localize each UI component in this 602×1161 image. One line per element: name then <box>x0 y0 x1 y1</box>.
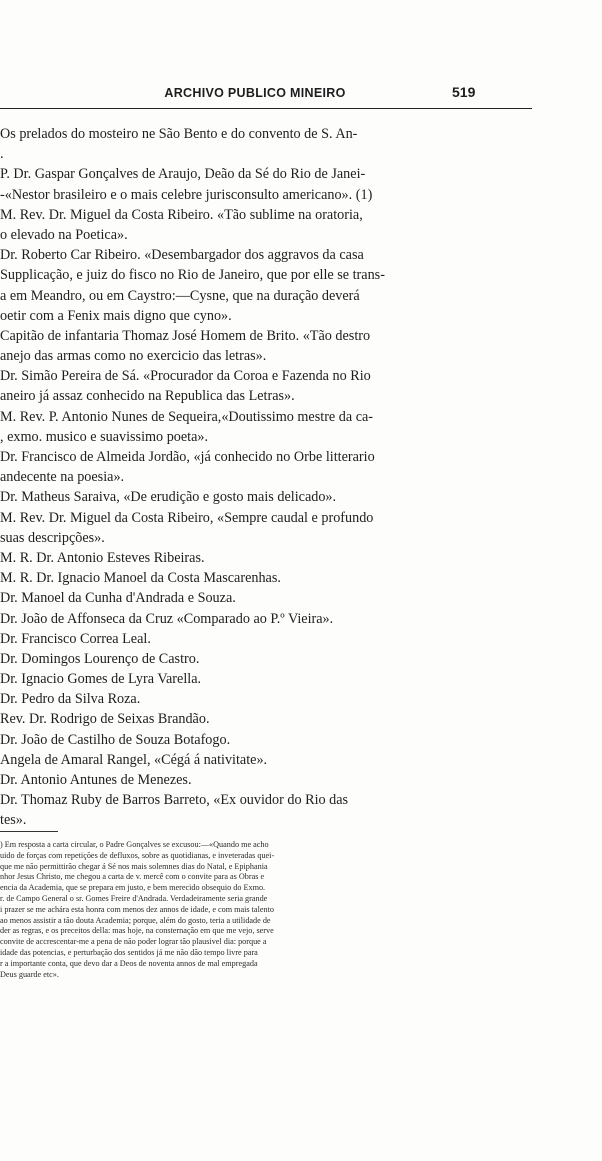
text-line: M. Rev. P. Antonio Nunes de Sequeira,«Doutissimo mestre da ca- <box>0 408 374 425</box>
text-line: M. R. Dr. Ignacio Manoel da Costa Mascarenhas. <box>0 570 281 587</box>
text-line: oetir com a Fenix mais digno que cyno». <box>0 307 232 324</box>
footnote-line: convite de accrescentar-me a pena de não poder lograr tão plausivel dia: porque a <box>0 937 267 947</box>
text-line: M. Rev. Dr. Miguel da Costa Ribeiro. «Tão sublime na oratoria, <box>0 206 363 223</box>
text-line: Dr. Francisco de Almeida Jordão, «já conhecido no Orbe litterario <box>0 449 375 465</box>
text-line: Dr. Domingos Lourenço de Castro. <box>0 650 200 667</box>
text-line: suas descripções». <box>0 529 105 546</box>
footnote-line: i prazer se me achára esta honra com menos dez annos de idade, e com mais talento <box>0 904 274 914</box>
text-line: Dr. Ignacio Gomes de Lyra Varella. <box>0 671 202 688</box>
footnote-line: encia da Academia, que se prepara em justo, e bem merecido obsequio do Exmo. <box>0 883 266 893</box>
text-line: andecente na poesia». <box>0 469 125 486</box>
text-line: tes». <box>0 812 27 829</box>
text-line: Os prelados do mosteiro ne São Bento e do convento de S. An- <box>0 126 358 142</box>
footnote-line: que me não permittirão chegar á Sé nos mais solemnes dias do Natal, e Epiphania <box>0 861 268 871</box>
page-number: 519 <box>452 84 476 100</box>
text-line: Dr. Antonio Antunes de Menezes. <box>0 772 192 788</box>
text-line: , exmo. musico e suavissimo poeta». <box>0 428 209 445</box>
text-line: Angela de Amaral Rangel, «Cégá á nativitate». <box>0 751 268 768</box>
header-rule <box>0 108 532 109</box>
footnote-line: Deus guarde etc». <box>0 969 59 979</box>
footnote-line: der as regras, e os preceitos della: mas hoje, na consternação em que me vejo, serve <box>0 926 274 936</box>
text-line: Rev. Dr. Rodrigo de Seixas Brandão. <box>0 711 210 728</box>
text-line: o elevado na Poetica». <box>0 226 128 243</box>
text-line: Dr. Pedro da Silva Roza. <box>0 691 141 708</box>
text-line: a em Meandro, ou em Caystro:—Cysne, que na duração deverá <box>0 287 360 304</box>
footnote-block <box>0 840 532 980</box>
footnote-line: nhor Jesus Christo, me chegou a carta de v. mercê com o convite para as Obras e <box>0 872 265 882</box>
text-line: Dr. João de Affonseca da Cruz «Comparado ao P.º Vieira». <box>0 610 334 627</box>
text-line: Dr. Francisco Correa Leal. <box>0 630 151 647</box>
text-line: Dr. Manoel da Cunha d'Andrada e Souza. <box>0 590 236 607</box>
text-line: M. Rev. Dr. Miguel da Costa Ribeiro, «Sempre caudal e profundo <box>0 509 374 526</box>
text-line: Dr. Thomaz Ruby de Barros Barreto, «Ex ouvidor do Rio das <box>0 792 349 809</box>
text-line: P. Dr. Gaspar Gonçalves de Araujo, Deão da Sé do Rio de Janei- <box>0 166 366 183</box>
text-line: anejo das armas como no exercicio das letras». <box>0 348 267 365</box>
footnote-line: ao menos assistir a tão douta Academia; porque, além do gosto, teria a utilidade de <box>0 915 271 925</box>
body-text <box>0 124 540 831</box>
running-title: ARCHIVO PUBLICO MINEIRO <box>164 86 346 100</box>
text-line: Dr. João de Castilho de Souza Botafogo. <box>0 731 231 748</box>
text-line: Dr. Matheus Saraiva, «De erudição e gosto mais delicado». <box>0 489 337 506</box>
text-line: aneiro já assaz conhecido na Republica das Letras». <box>0 388 295 405</box>
footnote-line: r. de Campo General o sr. Gomes Freire d'Andrada. Verdadeiramente seria grande <box>0 893 268 903</box>
text-line: Dr. Roberto Car Ribeiro. «Desembargador dos aggravos da casa <box>0 247 364 264</box>
text-line: Supplicação, e juiz do fisco no Rio de Janeiro, que por elle se trans- <box>0 267 385 284</box>
footnote-line: idade das potencias, e perturbação dos sentidos já me não dão tempo livre para <box>0 947 258 957</box>
text-line: . <box>0 146 4 163</box>
text-line: M. R. Dr. Antonio Esteves Ribeiras. <box>0 549 205 566</box>
page-header <box>0 86 540 108</box>
footnote-rule <box>0 831 58 832</box>
text-line: Dr. Simão Pereira de Sá. «Procurador da Coroa e Fazenda no Rio <box>0 368 371 385</box>
text-line: -«Nestor brasileiro e o mais celebre jurisconsulto americano». (1) <box>0 186 373 203</box>
footnote-line: r a importante conta, que devo dar a Deos de noventa annos de mal empregada <box>0 958 258 968</box>
footnote-line: ) Em resposta a carta circular, o Padre Gonçalves se excusou:—«Quando me acho <box>0 840 269 849</box>
text-line: Capitão de infantaria Thomaz José Homem de Brito. «Tão destro <box>0 327 371 344</box>
footnote-line: uido de forças com repetições de defluxos, sobre as quotidianas, e inveteradas quei- <box>0 850 275 860</box>
